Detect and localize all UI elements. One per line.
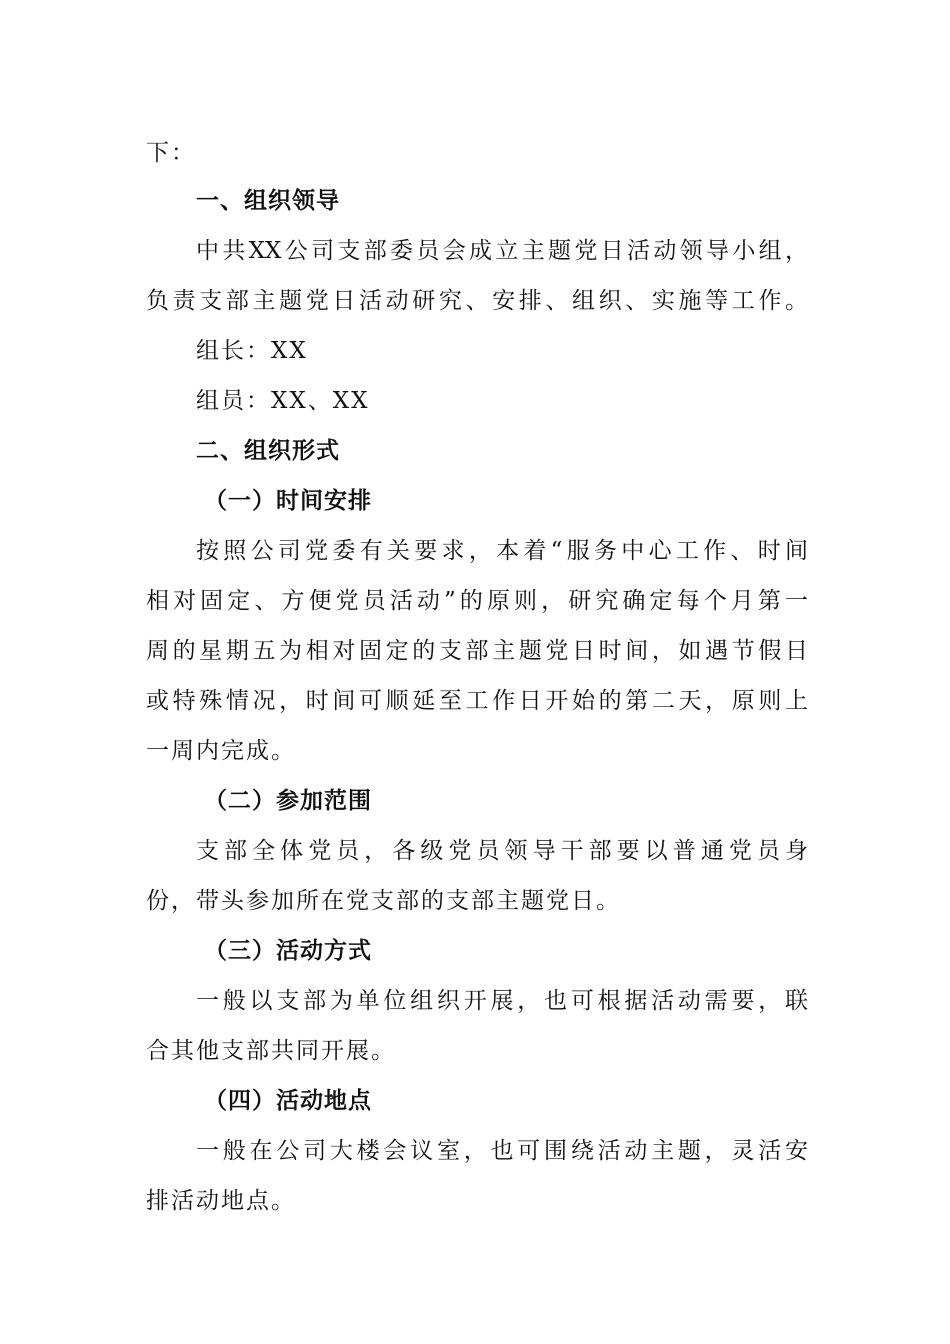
- paragraph-line: 一般以支部为单位组织开展，也可根据活动需要，联: [196, 988, 808, 1014]
- section-heading: 二、组织形式: [196, 438, 340, 464]
- paragraph-line: 一般在公司大楼会议室，也可围绕活动主题，灵活安: [196, 1138, 808, 1164]
- paragraph-line: 一周内完成。: [146, 738, 296, 764]
- paragraph-line: 或特殊情况，时间可顺延至工作日开始的第二天，原则上: [146, 688, 808, 714]
- paragraph-line: 按照公司党委有关要求，本着“服务中心工作、时间: [196, 538, 808, 564]
- paragraph-line: 组长：XX: [196, 338, 308, 364]
- subsection-heading: （一）时间安排: [204, 487, 372, 514]
- paragraph-line: 份，带头参加所在党支部的支部主题党日。: [146, 888, 621, 914]
- paragraph-line: 合其他支部共同开展。: [146, 1038, 396, 1064]
- paragraph-line: 中共XX公司支部委员会成立主题党日活动领导小组，: [196, 238, 808, 264]
- paragraph-line: 周的星期五为相对固定的支部主题党日时间，如遇节假日: [146, 638, 808, 664]
- paragraph-line: 相对固定、方便党员活动”的原则，研究确定每个月第一: [146, 588, 808, 614]
- subsection-heading: （二）参加范围: [204, 787, 372, 814]
- text-line: 下：: [146, 140, 196, 166]
- paragraph-line: 负责支部主题党日活动研究、安排、组织、实施等工作。: [146, 288, 808, 314]
- paragraph-line: 支部全体党员，各级党员领导干部要以普通党员身: [196, 838, 808, 864]
- paragraph-line: 排活动地点。: [146, 1188, 296, 1214]
- section-heading: 一、组织领导: [196, 188, 340, 214]
- subsection-heading: （四）活动地点: [204, 1087, 372, 1114]
- subsection-heading: （三）活动方式: [204, 937, 372, 964]
- paragraph-line: 组员：XX、XX: [196, 388, 370, 414]
